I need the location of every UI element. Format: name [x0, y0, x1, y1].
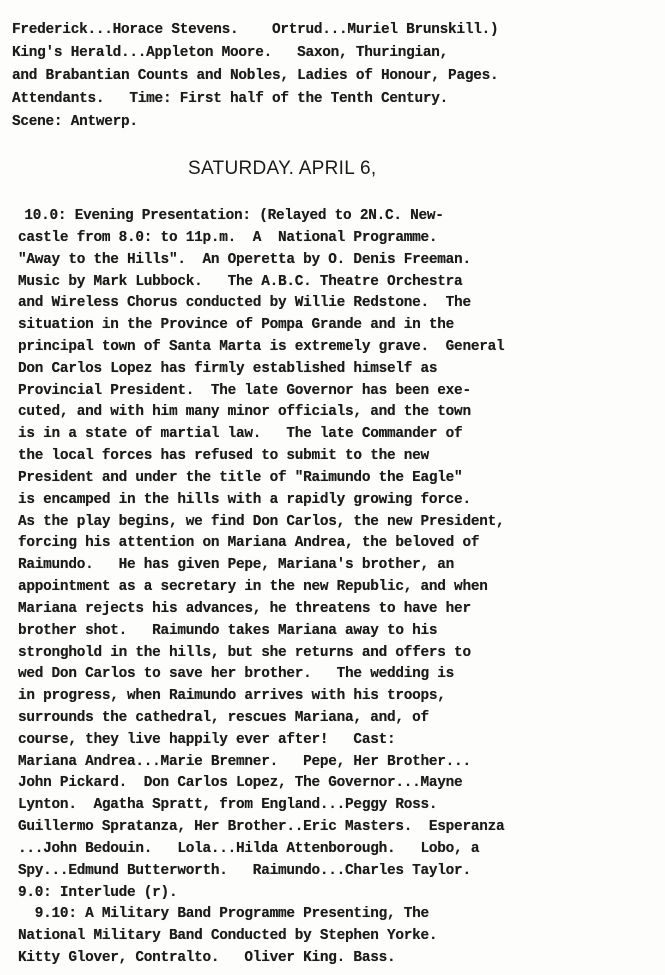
body-line: wed Don Carlos to save her brother. The wedding is — [18, 666, 455, 683]
body-line: Spy...Edmund Butterworth. Raimundo...Charles Taylor. — [18, 862, 471, 879]
header-line: Attendants. Time: First half of the Tenth Century. — [12, 91, 449, 107]
body-line: "Away to the Hills". An Operetta by O. Denis Freeman. — [18, 251, 471, 268]
body-line: brother shot. Raimundo takes Mariana away to his — [18, 622, 438, 639]
body-line: the local forces has refused to submit to the new — [18, 448, 429, 465]
body-line: cuted, and with him many minor officials, and the town — [18, 404, 471, 421]
body-line: National Military Band Conducted by Stephen Yorke. — [18, 928, 438, 945]
body-line: castle from 8.0: to 11p.m. A National Programme. — [18, 229, 438, 246]
body-line: Music by Mark Lubbock. The A.B.C. Theatre Orchestra — [18, 273, 463, 290]
body-line: 10.0: Evening Presentation: (Relayed to 2N.C. New- — [16, 208, 444, 224]
body-line: surrounds the cathedral, rescues Mariana, and, of — [18, 709, 429, 726]
body-line: As the play begins, we find Don Carlos, the new President, — [18, 513, 505, 530]
body-line: Guillermo Spratanza, Her Brother..Eric Masters. Esperanza — [18, 819, 505, 836]
body-line: is in a state of martial law. The late Commander of — [18, 426, 463, 443]
header-line: and Brabantian Counts and Nobles, Ladies of Honour, Pages. — [12, 68, 499, 84]
header-line: Scene: Antwerp. — [12, 114, 138, 130]
body-line: Provincial President. The late Governor has been exe- — [18, 382, 471, 399]
body-line: forcing his attention on Mariana Andrea, the beloved of — [18, 535, 480, 552]
body-line: and Wireless Chorus conducted by Willie Redstone. The — [18, 295, 471, 312]
header-line: King's Herald...Appleton Moore. Saxon, Thuringian, — [12, 45, 449, 61]
body-line: Kitty Glover, Contralto. Oliver King. Bass. — [18, 950, 396, 966]
body-line: in progress, when Raimundo arrives with his troops, — [18, 688, 446, 705]
body-line: is encamped in the hills with a rapidly growing force. — [18, 491, 471, 508]
body-line: appointment as a secretary in the new Republic, and when — [18, 579, 488, 595]
body-line: Don Carlos Lopez has firmly established himself as — [18, 360, 438, 377]
body-line: 9.10: A Military Band Programme Presenting, The — [18, 906, 429, 923]
body-line: President and under the title of "Raimundo the Eagle" — [18, 469, 463, 486]
header-line: Frederick...Horace Stevens. Ortrud...Muriel Brunskill.) — [12, 22, 499, 38]
body-line: ...John Bedouin. Lola...Hilda Attenborough. Lobo, a — [18, 840, 480, 857]
body-line: stronghold in the hills, but she returns and offers to — [18, 644, 471, 661]
body-line: Raimundo. He has given Pepe, Mariana's brother, an — [18, 557, 455, 574]
body-line: John Pickard. Don Carlos Lopez, The Governor...Mayne — [18, 775, 463, 792]
body-line: course, they live happily ever after! Cast: — [18, 731, 396, 748]
body-line: Mariana rejects his advances, he threatens to have her — [18, 600, 471, 617]
body-line: principal town of Santa Marta is extremely grave. General — [18, 338, 505, 355]
body-line: Mariana Andrea...Marie Bremner. Pepe, Her Brother... — [18, 753, 471, 770]
body-line: Lynton. Agatha Spratt, from England...Peggy Ross. — [18, 797, 438, 814]
body-line: 9.0: Interlude (r). — [18, 884, 178, 901]
date-heading: SATURDAY. APRIL 6, — [188, 158, 377, 179]
body-line: situation in the Province of Pompa Grande and in the — [18, 317, 455, 334]
